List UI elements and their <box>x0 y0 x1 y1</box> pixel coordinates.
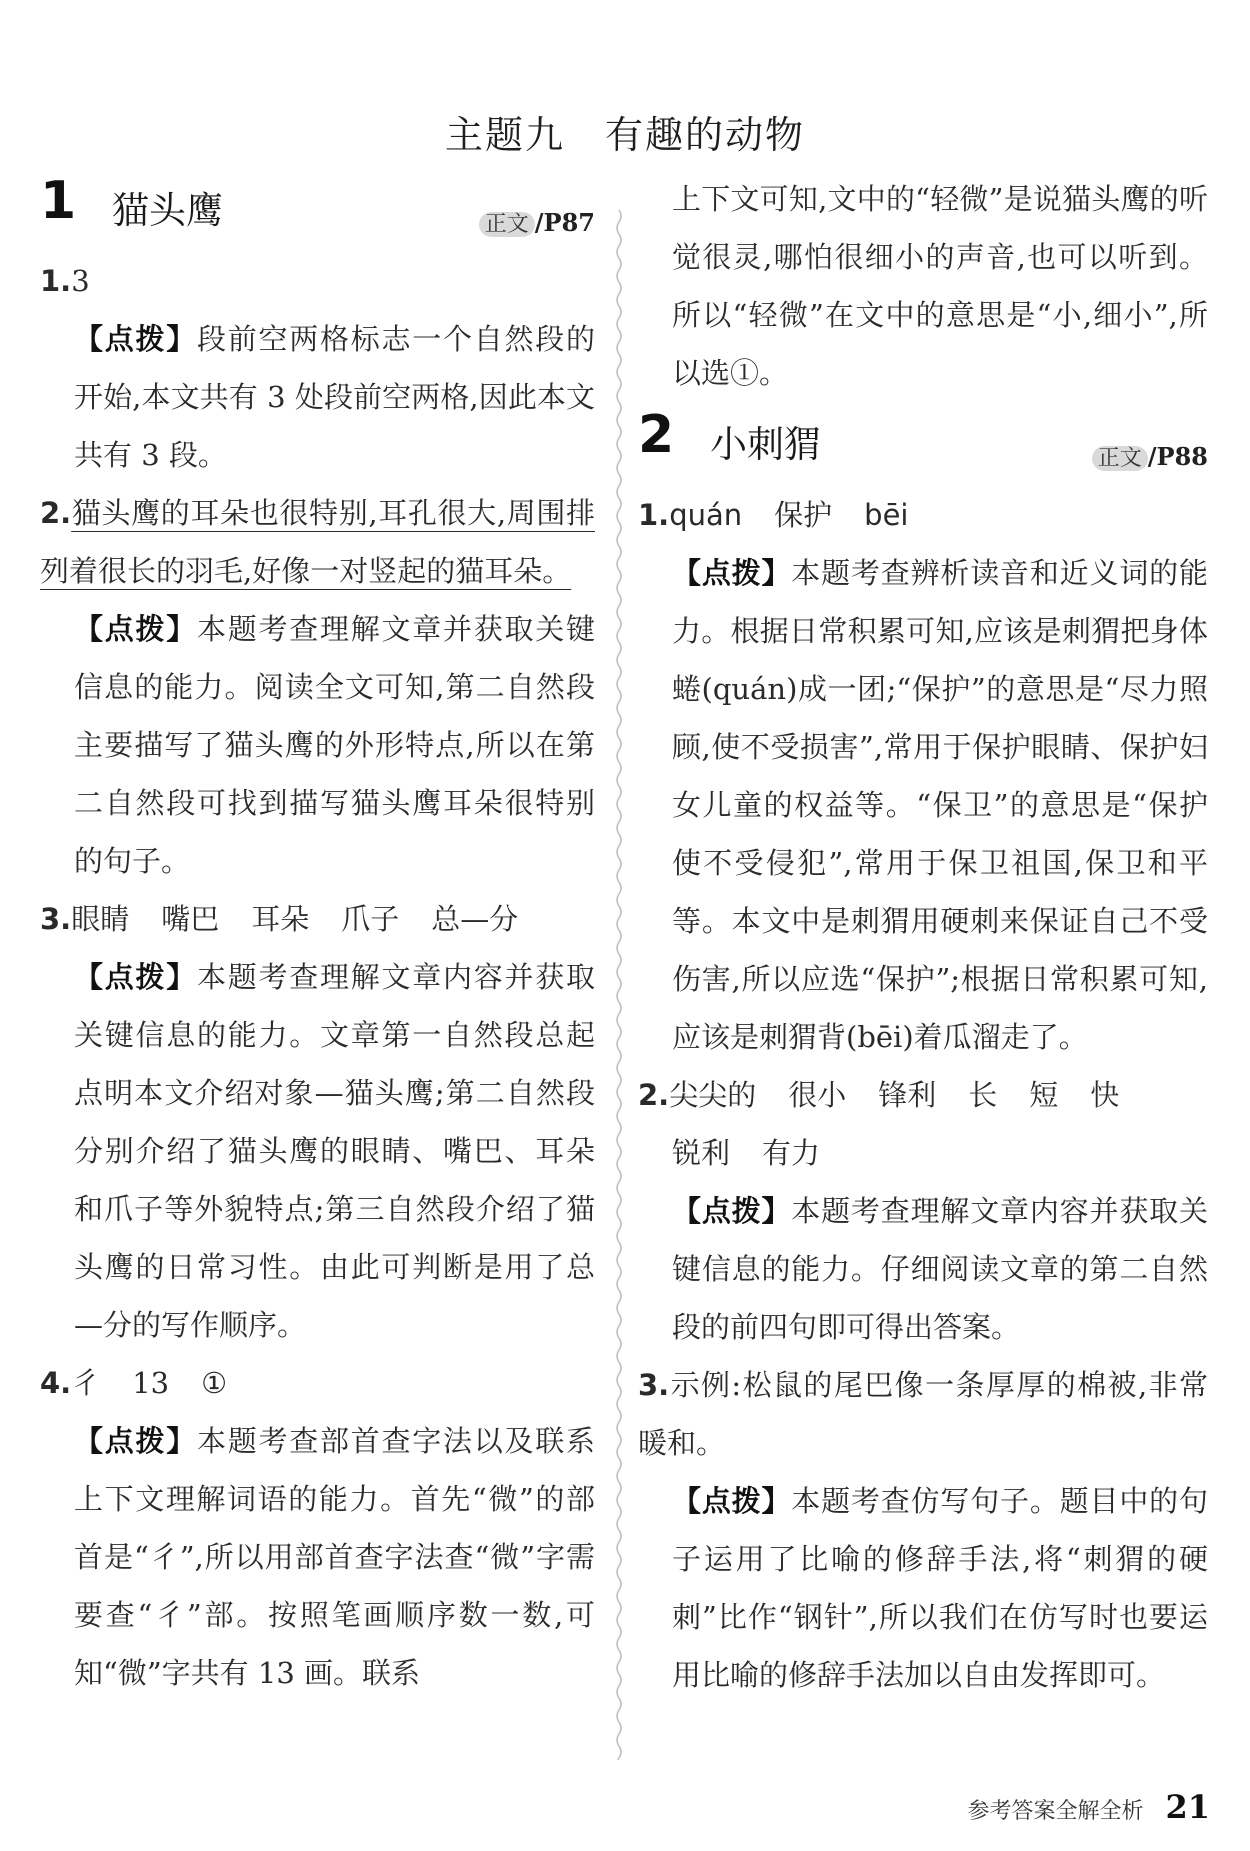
page-number: 21 <box>1165 1788 1210 1826</box>
reference-page: /P87 <box>534 208 595 237</box>
page-title <box>0 104 1250 159</box>
tip-text: 上下文可知,文中的“轻微”是说猫头鹰的听觉很灵,哪怕很细小的声音,也可以听到。所以“轻微”在文中的意思是“小,细小”,所以选①。 <box>672 182 1208 390</box>
question-number: 4. <box>40 1366 72 1400</box>
theme-name: 有趣的动物 <box>605 113 806 157</box>
answer-3 <box>638 1356 1208 1472</box>
tip-text: 本题考查辨析读音和近义词的能力。根据日常积累可知,应该是刺猬把身体蜷(quán)成一团;“保护”的意思是“尽力照顾,使不受损害”,常用于保护眼睛、保护妇女儿童的权益等。“保卫”的意思是“保护使不受侵犯”,常用于保卫祖国,保卫和平等。本文中是刺猬用硬刺来保证自己不受伤害,所以应选“保护”;根据日常积累可知,应该是刺猬背(bēi)着瓜溜走了。 <box>672 556 1208 1054</box>
tip-3 <box>40 948 595 1354</box>
section-number: 2 <box>638 405 675 465</box>
answer-item: 彳 <box>71 1366 101 1400</box>
answer-item: 很小 <box>788 1078 847 1112</box>
answer-item: 爪子 <box>341 902 400 936</box>
tip-2 <box>40 600 595 890</box>
question-number: 2. <box>40 496 72 530</box>
answer-1 <box>40 252 595 310</box>
theme-number: 主题九 <box>444 113 565 157</box>
answer-item: 尖尖的 <box>669 1078 757 1112</box>
tip-label: 【点拨】 <box>74 960 197 994</box>
reference-page: /P88 <box>1147 442 1208 471</box>
tip-label: 【点拨】 <box>672 1194 792 1228</box>
reference-badge: 正文 <box>1092 446 1148 471</box>
tip-label: 【点拨】 <box>672 1484 792 1518</box>
tip-label: 【点拨】 <box>74 322 197 356</box>
tip-text: 本题考查理解文章内容并获取关键信息的能力。文章第一自然段总起点明本文介绍对象—猫头鹰;第二自然段分别介绍了猫头鹰的眼睛、嘴巴、耳朵和爪子等外貌特点;第三自然段介绍了猫头鹰的日常习性。由此可判断是用了总—分的写作顺序。 <box>74 960 595 1342</box>
answer-4 <box>40 1354 595 1412</box>
column-divider <box>614 210 624 1760</box>
answer-item: 眼睛 <box>71 902 130 936</box>
section-title: 小刺猬 <box>710 423 821 466</box>
text-reference <box>479 194 595 254</box>
tip-4 <box>40 1412 595 1702</box>
text-reference <box>1092 428 1208 488</box>
question-number: 1. <box>40 264 72 298</box>
section-number: 1 <box>40 171 77 231</box>
footer-text: 参考答案全解全析 <box>967 1799 1144 1824</box>
reference-badge: 正文 <box>479 212 535 237</box>
tip-text: 本题考查部首查字法以及联系上下文理解词语的能力。首先“微”的部首是“彳”,所以用部首查字法查“微”字需要查“彳”部。按照笔画顺序数一数,可知“微”字共有 13 画。联系 <box>74 1424 595 1690</box>
tip-text: 段前空两格标志一个自然段的开始,本文共有 3 处段前空两格,因此本文共有 3 段。 <box>74 322 595 472</box>
tip-1 <box>638 544 1208 1066</box>
tip-2 <box>638 1182 1208 1356</box>
tip-text: 本题考查理解文章内容并获取关键信息的能力。仔细阅读文章的第二自然段的前四句即可得出答案。 <box>672 1194 1208 1344</box>
answer-item: 耳朵 <box>251 902 310 936</box>
right-column <box>638 170 1208 1704</box>
answer-item: 锐利 <box>672 1136 731 1170</box>
section-title: 猫头鹰 <box>112 189 223 232</box>
answer-2 <box>638 1066 1208 1124</box>
answer-2 <box>40 484 595 600</box>
left-column <box>40 170 595 1702</box>
answer-text: 猫头鹰的耳朵也很特别,耳孔很大,周围排列着很长的羽毛,好像一对竖起的猫耳朵。 <box>40 496 595 588</box>
section-header-1 <box>40 170 595 246</box>
question-number: 3. <box>40 902 72 936</box>
answer-1 <box>638 486 1208 544</box>
answer-item: 嘴巴 <box>161 902 220 936</box>
answer-item: 锋利 <box>878 1078 937 1112</box>
answer-item: quán <box>669 498 743 532</box>
answer-item: 总—分 <box>431 902 519 936</box>
answer-item: 快 <box>1090 1078 1120 1112</box>
tip-1 <box>40 310 595 484</box>
tip-3 <box>638 1472 1208 1704</box>
tip-label: 【点拨】 <box>672 556 792 590</box>
section-header-2 <box>638 404 1208 480</box>
tip-text: 本题考查理解文章并获取关键信息的能力。阅读全文可知,第二自然段主要描写了猫头鹰的外形特点,所以在第二自然段可找到描写猫头鹰耳朵很特别的句子。 <box>74 612 595 878</box>
tip-label: 【点拨】 <box>74 1424 197 1458</box>
question-number: 2. <box>638 1078 670 1112</box>
answer-item: bēi <box>864 498 909 532</box>
tip-label: 【点拨】 <box>74 612 197 646</box>
answer-item: 长 <box>968 1078 998 1112</box>
question-number: 3. <box>638 1368 670 1402</box>
answer-item: 短 <box>1029 1078 1059 1112</box>
answer-3 <box>40 890 595 948</box>
answer-text: 示例:松鼠的尾巴像一条厚厚的棉被,非常暖和。 <box>638 1368 1208 1460</box>
answer-text: 3 <box>71 264 90 298</box>
question-number: 1. <box>638 498 670 532</box>
tip-text: 本题考查仿写句子。题目中的句子运用了比喻的修辞手法,将“刺猬的硬刺”比作“钢针”,所以我们在仿写时也要运用比喻的修辞手法加以自由发挥即可。 <box>672 1484 1208 1692</box>
answer-2-line-2 <box>638 1124 1208 1182</box>
page-footer <box>967 1788 1210 1826</box>
answer-item: ① <box>201 1366 228 1400</box>
tip-4-continued <box>638 170 1208 402</box>
answer-item: 13 <box>132 1366 170 1400</box>
answer-item: 保护 <box>774 498 833 532</box>
answer-item: 有力 <box>762 1136 821 1170</box>
